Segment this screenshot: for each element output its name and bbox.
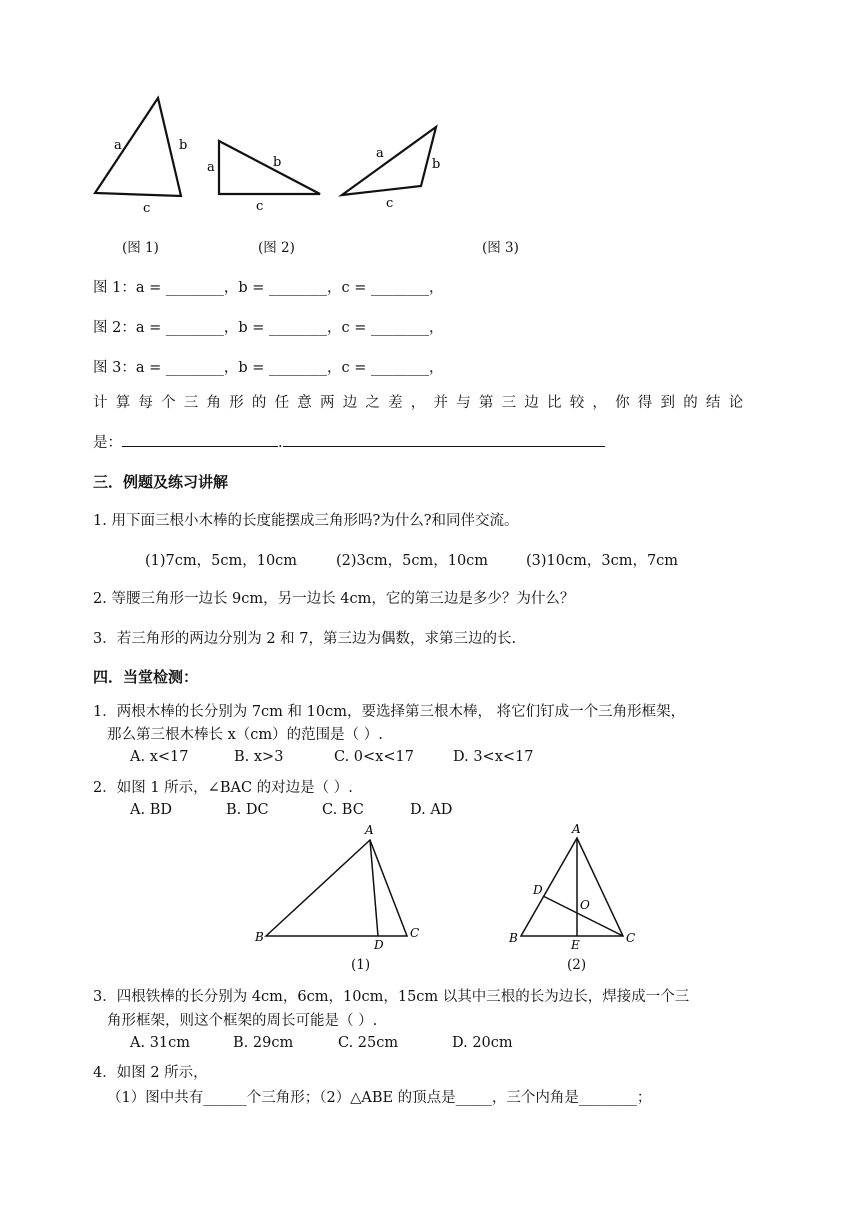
conclusion-blank-1[interactable] bbox=[122, 432, 278, 447]
section4-q1-option-c: C. 0<x<17 bbox=[334, 749, 414, 765]
section3-q1: 1. 用下面三根小木棒的长度能摆成三角形吗?为什么?和同伴交流。 bbox=[93, 513, 519, 529]
section4-q2-option-d: D. AD bbox=[410, 802, 453, 818]
section4-heading: 四．当堂检测： bbox=[93, 668, 199, 686]
fig3-caption: (图 3) bbox=[482, 240, 519, 256]
conclusion-prefix: 是： bbox=[93, 435, 122, 451]
fig3-label-a: a bbox=[376, 146, 384, 161]
fig1-label-c: c bbox=[143, 201, 151, 216]
fig2-label-a: a bbox=[207, 160, 215, 175]
section4-q2-line1: 2．如图 1 所示，∠BAC 的对边是（ ）. bbox=[93, 780, 353, 796]
fig1-label-b: b bbox=[179, 138, 188, 153]
section4-q2-option-b: B. DC bbox=[226, 802, 269, 818]
section4-q1-line1: 1．两根木棒的长分别为 7cm 和 10cm，要选择第三根木棒， 将它们钉成一个三角形框架， bbox=[93, 704, 686, 720]
conclusion-line-1: 计算每个三角形的任意两边之差，并与第三边比较，你得到的结论 bbox=[93, 395, 752, 411]
fig-b-label-d: D bbox=[533, 883, 543, 897]
figure-2-triangle-abc bbox=[505, 820, 645, 955]
triangle-fig1 bbox=[95, 98, 181, 196]
section4-q2-option-a: A. BD bbox=[130, 802, 172, 818]
section4-q3-option-b: B. 29cm bbox=[233, 1035, 294, 1051]
fig2-label-b: b bbox=[273, 155, 282, 170]
section4-q1-line2: 那么第三根木棒长 x（cm）的范围是（ ）. bbox=[107, 727, 383, 743]
top-triangles-figure bbox=[85, 90, 445, 220]
fig-a-label-a: A bbox=[365, 823, 374, 837]
fig2-caption: (图 2) bbox=[258, 240, 295, 256]
fig-a-label-b: B bbox=[255, 930, 264, 944]
fig2-label-c: c bbox=[256, 199, 264, 214]
figure-1-triangle-abc bbox=[250, 820, 430, 955]
triangle-fig3 bbox=[342, 127, 436, 195]
fig-b-label-a: A bbox=[572, 822, 581, 836]
section4-q1-option-a: A. x<17 bbox=[130, 749, 189, 765]
section3-q3: 3．若三角形的两边分别为 2 和 7，第三边为偶数，求第三边的长. bbox=[93, 631, 517, 647]
fig-a-label-d: D bbox=[374, 938, 384, 952]
conclusion-blank-2[interactable] bbox=[283, 432, 605, 447]
section4-q1-option-d: D. 3<x<17 bbox=[453, 749, 534, 765]
section3-heading: 三．例题及练习讲解 bbox=[93, 473, 229, 491]
conclusion-separator: . bbox=[278, 435, 283, 451]
figure-2-caption: (2) bbox=[567, 957, 587, 973]
measure-line-2: 图 2：a = ________，b = ________，c = ________， bbox=[93, 320, 444, 336]
fig3-label-c: c bbox=[386, 196, 394, 211]
fig-b-label-e: E bbox=[571, 938, 580, 952]
fig-b-label-c: C bbox=[626, 931, 636, 945]
fig-b-label-o: O bbox=[580, 898, 590, 912]
triangle-fig2 bbox=[219, 141, 320, 194]
section4-q4-line1: 4．如图 2 所示， bbox=[93, 1065, 208, 1081]
section4-q3-line2: 角形框架，则这个框架的周长可能是（ ）. bbox=[107, 1013, 378, 1029]
fig1-caption: (图 1) bbox=[122, 240, 159, 256]
section3-q1-option-3: (3)10cm，3cm，7cm bbox=[526, 553, 679, 569]
measure-line-1: 图 1：a = ________，b = ________，c = ________， bbox=[93, 280, 444, 296]
section4-q4-line2: （1）图中共有______个三角形；（2）△ABE 的顶点是_____，三个内角是________； bbox=[107, 1090, 652, 1106]
section3-q1-option-2: (2)3cm，5cm，10cm bbox=[336, 553, 489, 569]
figure-1-caption: (1) bbox=[351, 957, 371, 973]
fig-a-label-c: C bbox=[410, 926, 420, 940]
section3-q1-option-1: (1)7cm，5cm，10cm bbox=[145, 553, 298, 569]
measure-line-3: 图 3：a = ________，b = ________，c = ________， bbox=[93, 360, 444, 376]
section4-q3-option-d: D. 20cm bbox=[452, 1035, 513, 1051]
section4-q3-option-c: C. 25cm bbox=[338, 1035, 399, 1051]
section4-q3-option-a: A. 31cm bbox=[130, 1035, 191, 1051]
fig-b-label-b: B bbox=[509, 931, 518, 945]
section3-q2: 2. 等腰三角形一边长 9cm，另一边长 4cm，它的第三边是多少？为什么？ bbox=[93, 591, 575, 607]
section4-q1-option-b: B. x>3 bbox=[234, 749, 284, 765]
fig3-label-b: b bbox=[432, 157, 441, 172]
conclusion-line-2 bbox=[93, 431, 605, 452]
section4-q3-line1: 3．四根铁棒的长分别为 4cm，6cm，10cm，15cm 以其中三根的长为边长，焊接成一个三 bbox=[93, 989, 690, 1005]
section4-q2-option-c: C. BC bbox=[322, 802, 364, 818]
fig1-label-a: a bbox=[114, 138, 122, 153]
